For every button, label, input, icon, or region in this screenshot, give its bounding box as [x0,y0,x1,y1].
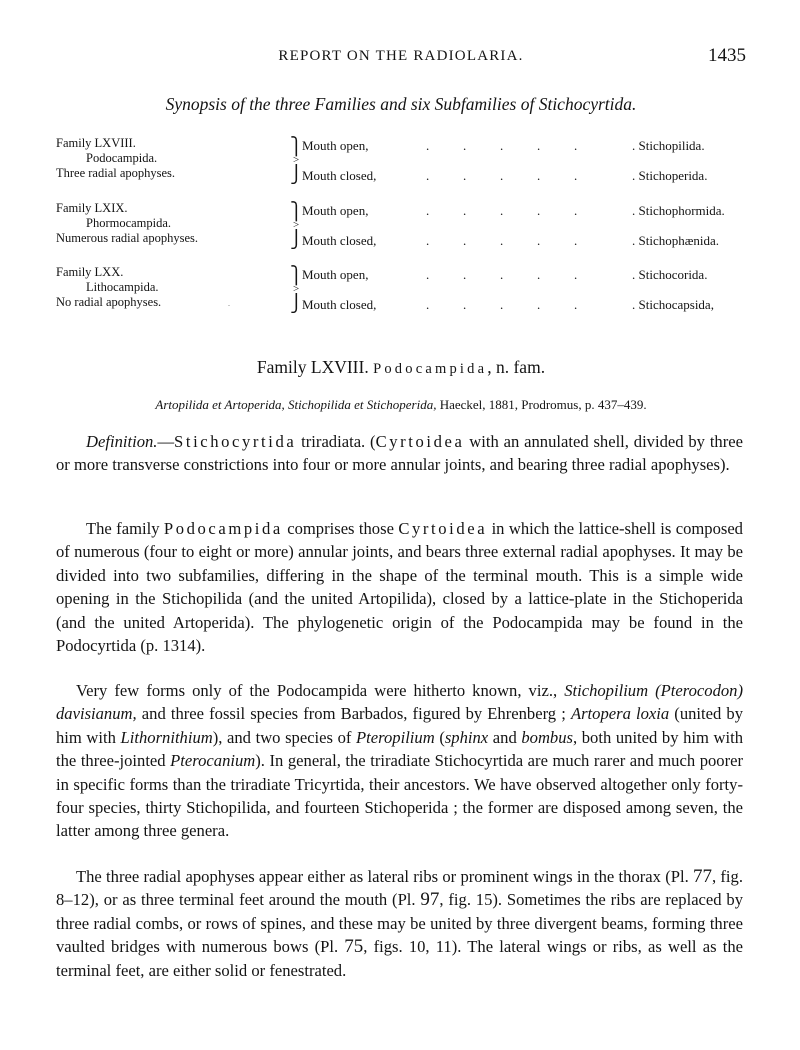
taxon-name: Artopera loxia [570,704,670,724]
plate-number: 75 [344,936,364,958]
synopsis-family-block [56,265,746,325]
synonym-citation: Haeckel, 1881, Prodromus, p. 437–439. [439,397,647,412]
text-run: , fig. 15). Sometimes the ribs are replaced by three radial combs, or rows of spines, and these may be united by three divergent beams, forming three vaulted bridges with numerous bows (Pl. [56,890,744,957]
brace: ⎫ [290,266,303,285]
subfamily-name: . Stichocorida. [632,267,707,283]
text-run: , figs. 10, 11). The lateral wings or ribs, as well as the terminal feet, are either solid or fenestrated. [56,937,743,980]
text-run: comprises those [287,519,394,538]
text-run: (united by him with [56,704,744,747]
brace-point: > [293,154,300,166]
body-paragraph-1 [56,517,743,657]
brace: ⎭ [290,294,303,313]
family-number: Family LXVIII. [56,136,136,150]
dot-leader: . . . . . [426,203,578,218]
brace-point: > [293,283,300,295]
body-paragraph-2 [56,679,743,843]
dot-leader: . . . . . [426,233,578,248]
running-title: REPORT ON THE RADIOLARIA. [278,48,524,64]
dot-leader: . . . . . [426,168,578,183]
definition-label: Definition. [86,432,158,451]
definition-paragraph [56,430,743,477]
synopsis-family-block [56,201,746,261]
definition-group: Stichocyrtida [174,432,297,451]
definition-group-2: Cyrtoidea [375,432,465,451]
synonymy-line [56,397,746,413]
dot-leader: . . . . . [426,138,578,153]
running-head [56,45,746,72]
synopsis-family-block [56,136,746,196]
family-number: Family LXX. [56,265,124,279]
family-apophyses: No radial apophyses. [56,295,162,309]
family-heading [56,357,746,378]
text-run: in which the lattice-shell is composed of numerous (four to eight or more) annular joints, and bears three external radial apophyses. It may be divided into two subfamilies, differing in the shape of the terminal mouth. This is a simple wide opening in the Stichopilida (and the united Artopilida), closed by a lattice-plate in the Stichoperida (and the united Artoperida). The phylogenetic origin of the Podocampida may be found in the Podocyrtida (p. 1314). [56,519,743,656]
family-heading-suffix: , n. fam. [487,357,546,377]
synopsis-title: Synopsis of the three Families and six Subfamilies of Stichocyrtida. [165,94,637,114]
text-run: The three radial apophyses appear either as lateral ribs or prominent wings in the thorax (Pl. [76,867,689,886]
family-heading-name: Podocampida [373,361,488,377]
family-name: Lithocampida. [86,280,159,294]
condition-label: Mouth closed, [302,233,377,248]
taxon-name: Cyrtoidea [398,519,488,538]
subfamily-name: . Stichocapsida, [632,297,714,313]
text-run: and [492,727,517,747]
family-name: Podocampida. [86,151,158,165]
definition-text: triradiata. ( [301,432,376,451]
condition-label: Mouth open, [302,203,369,218]
dot-leader: . . . . . [426,267,578,282]
condition-label: Mouth closed, [302,168,377,183]
text-run: ), and two species of [212,727,352,747]
definition-dash: — [157,432,175,451]
plate-number: 77 [692,866,712,887]
subfamily-name: . Stichophænida. [632,233,719,249]
brace: ⎭ [290,165,303,184]
taxon-name: Pteropilium [356,727,435,747]
taxon-name: Lithornithium [120,727,213,747]
condition-label: Mouth open, [302,138,369,153]
body-paragraph-3 [56,865,743,982]
taxon-name: bombus [521,727,573,747]
condition-label: Mouth open, [302,267,369,282]
text-run: and three fossil species from Barbados, figured by Ehrenberg ; [141,704,566,724]
family-apophyses: Three radial apophyses. [56,166,176,180]
family-heading-prefix: Family LXVIII. [256,357,369,377]
family-number: Family LXIX. [56,201,128,215]
brace: ⎫ [290,137,303,156]
family-name: Phormocampida. [86,216,172,230]
subfamily-name: . Stichophormida. [632,203,725,219]
stray-mark: . [228,299,230,308]
taxon-name: Podocampida [163,519,283,538]
definition-text-2: with an annulated shell, divided by three or more transverse constrictions into four or more annular joints, and bearing three radial apophyses). [56,432,743,475]
condition-label: Mouth closed, [302,297,377,312]
text-run: , fig. 8–12), or as three terminal feet around the mouth (Pl. [56,867,743,910]
taxon-name: sphinx [444,727,489,747]
text-run: The family [86,519,160,538]
subfamily-name: . Stichoperida. [632,168,707,184]
subfamily-name: . Stichopilida. [632,138,705,154]
brace-point: > [293,219,300,231]
family-apophyses: Numerous radial apophyses. [56,231,198,245]
text-run: ( [439,727,445,747]
text-run: Very few forms only of the Podocampida were hitherto known, viz., [76,681,558,700]
brace: ⎫ [290,202,303,221]
synonym-names: Artopilida et Artoperida, Stichopilida et Stichoperida, [155,397,437,412]
brace: ⎭ [290,230,303,249]
taxon-name: Stichopilium (Pterocodon) davisianum, [56,681,743,724]
text-run: , both united by him with the three-jointed [56,727,744,771]
dot-leader: . . . . . [426,297,578,312]
plate-number: 97 [420,889,440,911]
page-number: 1435 [708,45,746,66]
taxon-name: Pterocanium [170,751,256,771]
text-run: ). In general, the triradiate Stichocyrtida are much rarer and much poorer in specific forms than the triradiate Tricyrtida, their ancestors. We have observed altogether only forty-four species, thirty Stichopilida, and fourteen Stichoperida ; the former are disposed among seven, the latter among three genera. [56,751,743,841]
